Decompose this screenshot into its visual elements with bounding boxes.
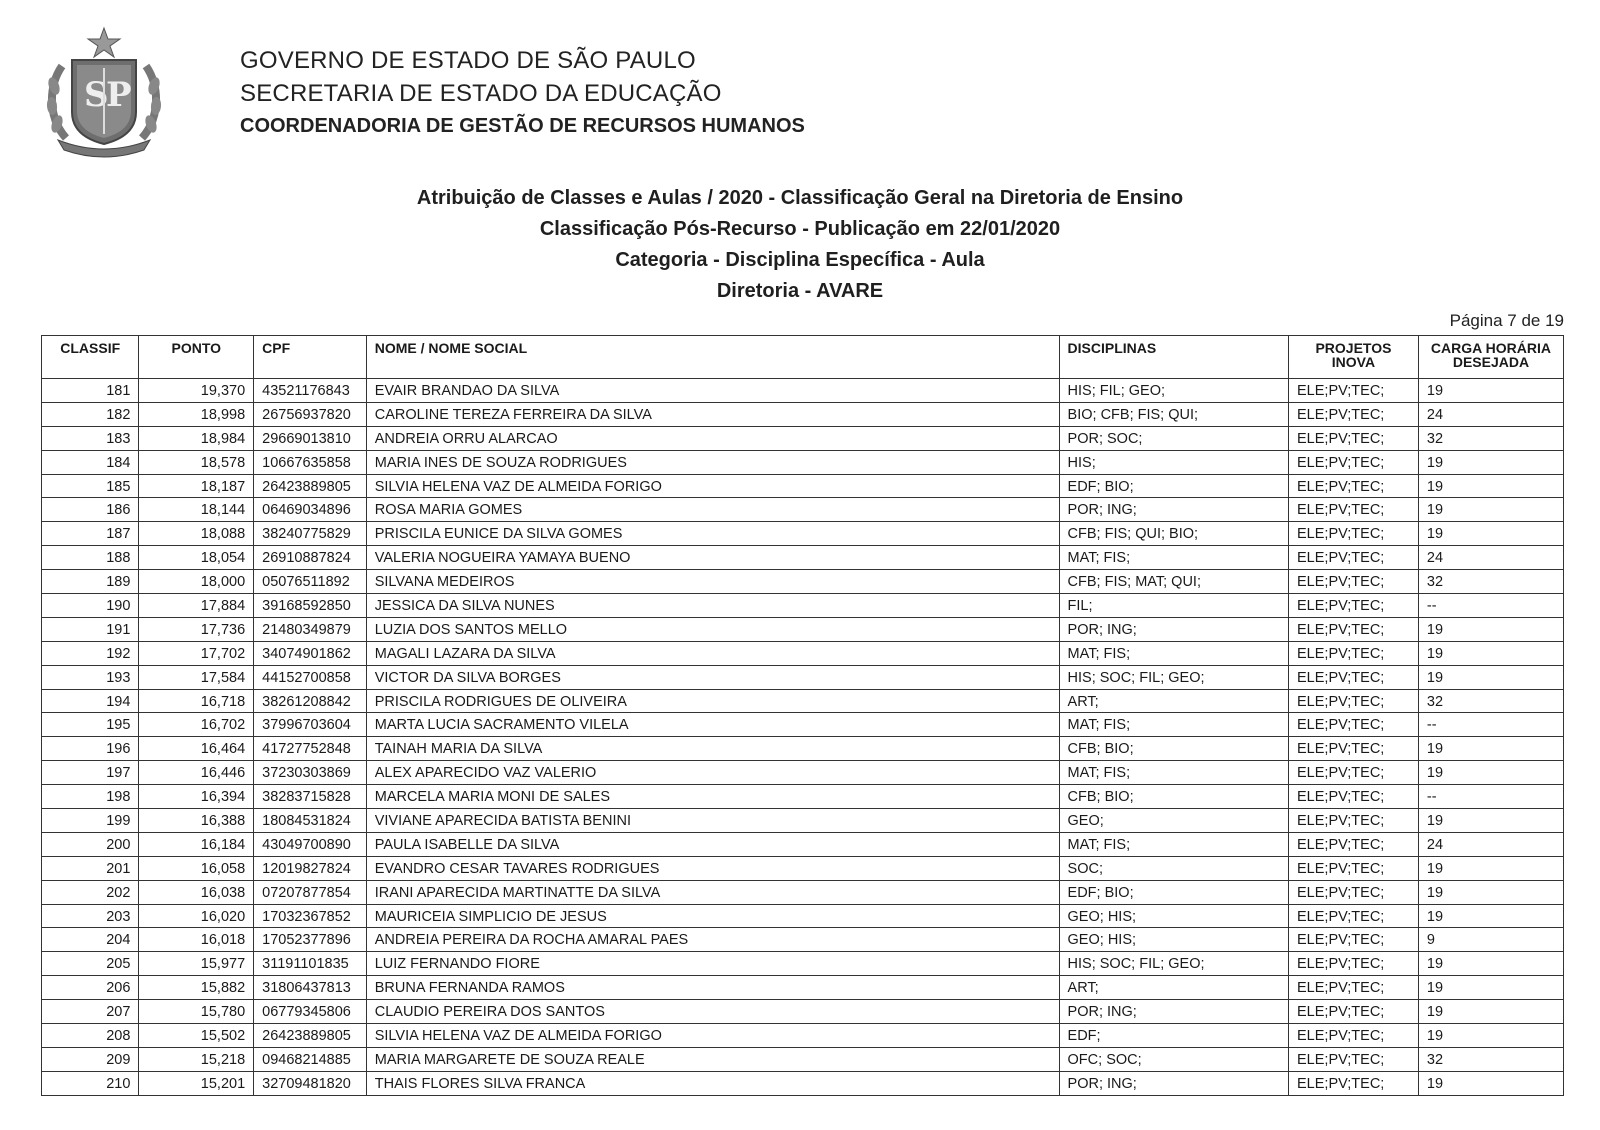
table-row (42, 1071, 1564, 1095)
cell-projetos: ELE;PV;TEC; (1289, 641, 1419, 665)
cell-ponto: 16,058 (139, 856, 254, 880)
cell-disciplinas: MAT; FIS; (1059, 641, 1288, 665)
cell-projetos: ELE;PV;TEC; (1289, 546, 1419, 570)
cell-projetos: ELE;PV;TEC; (1289, 426, 1419, 450)
cell-ponto: 18,187 (139, 474, 254, 498)
cell-cpf: 18084531824 (254, 809, 367, 833)
cell-disciplinas: GEO; (1059, 809, 1288, 833)
cell-projetos: ELE;PV;TEC; (1289, 904, 1419, 928)
cell-disciplinas: EDF; BIO; (1059, 474, 1288, 498)
cell-cpf: 41727752848 (254, 737, 367, 761)
cell-ponto: 18,144 (139, 498, 254, 522)
cell-classif: 198 (42, 785, 139, 809)
cell-nome: SILVIA HELENA VAZ DE ALMEIDA FORIGO (366, 1024, 1059, 1048)
header-carga-line2: DESEJADA (1452, 354, 1530, 370)
cell-nome: MARTA LUCIA SACRAMENTO VILELA (366, 713, 1059, 737)
cell-nome: PRISCILA EUNICE DA SILVA GOMES (366, 522, 1059, 546)
cell-disciplinas: POR; ING; (1059, 1000, 1288, 1024)
cell-cpf: 43049700890 (254, 832, 367, 856)
cell-carga: 19 (1418, 665, 1563, 689)
document-header (240, 44, 805, 143)
cell-carga: 19 (1418, 522, 1563, 546)
cell-nome: THAIS FLORES SILVA FRANCA (366, 1071, 1059, 1095)
cell-ponto: 18,998 (139, 402, 254, 426)
cell-ponto: 18,054 (139, 546, 254, 570)
cell-projetos: ELE;PV;TEC; (1289, 1000, 1419, 1024)
header-ponto: PONTO (139, 336, 254, 379)
cell-classif: 204 (42, 928, 139, 952)
cell-projetos: ELE;PV;TEC; (1289, 737, 1419, 761)
cell-ponto: 16,718 (139, 689, 254, 713)
cell-nome: MARIA MARGARETE DE SOUZA REALE (366, 1047, 1059, 1071)
cell-classif: 190 (42, 594, 139, 618)
cell-classif: 181 (42, 379, 139, 403)
cell-nome: TAINAH MARIA DA SILVA (366, 737, 1059, 761)
cell-disciplinas: HIS; (1059, 450, 1288, 474)
cell-cpf: 06469034896 (254, 498, 367, 522)
table-row (42, 1000, 1564, 1024)
cell-classif: 191 (42, 617, 139, 641)
category-line: Categoria - Disciplina Específica - Aula (615, 249, 985, 271)
cell-classif: 210 (42, 1071, 139, 1095)
cell-ponto: 17,884 (139, 594, 254, 618)
cell-carga: 19 (1418, 1024, 1563, 1048)
cell-ponto: 15,201 (139, 1071, 254, 1095)
cell-classif: 184 (42, 450, 139, 474)
cell-cpf: 26423889805 (254, 1024, 367, 1048)
cell-disciplinas: ART; (1059, 976, 1288, 1000)
cell-cpf: 06779345806 (254, 1000, 367, 1024)
cell-classif: 200 (42, 832, 139, 856)
table-row (42, 785, 1564, 809)
cell-ponto: 16,446 (139, 761, 254, 785)
table-row (42, 761, 1564, 785)
document-titles (0, 183, 1600, 307)
cell-cpf: 21480349879 (254, 617, 367, 641)
cell-carga: 24 (1418, 832, 1563, 856)
cell-cpf: 43521176843 (254, 379, 367, 403)
cell-classif: 183 (42, 426, 139, 450)
cell-nome: SILVIA HELENA VAZ DE ALMEIDA FORIGO (366, 474, 1059, 498)
cell-projetos: ELE;PV;TEC; (1289, 402, 1419, 426)
table-row (42, 450, 1564, 474)
cell-nome: MAGALI LAZARA DA SILVA (366, 641, 1059, 665)
cell-ponto: 18,578 (139, 450, 254, 474)
cell-ponto: 15,882 (139, 976, 254, 1000)
cell-classif: 207 (42, 1000, 139, 1024)
table-row (42, 617, 1564, 641)
cell-nome: MARCELA MARIA MONI DE SALES (366, 785, 1059, 809)
cell-disciplinas: CFB; BIO; (1059, 737, 1288, 761)
table-row (42, 689, 1564, 713)
cell-ponto: 15,502 (139, 1024, 254, 1048)
cell-carga: 19 (1418, 641, 1563, 665)
table-row (42, 665, 1564, 689)
classification-table (41, 335, 1564, 1096)
cell-projetos: ELE;PV;TEC; (1289, 498, 1419, 522)
cell-disciplinas: MAT; FIS; (1059, 832, 1288, 856)
cell-nome: VALERIA NOGUEIRA YAMAYA BUENO (366, 546, 1059, 570)
page-number: Página 7 de 19 (1449, 311, 1564, 330)
table-body (42, 379, 1564, 1096)
cell-projetos: ELE;PV;TEC; (1289, 761, 1419, 785)
cell-projetos: ELE;PV;TEC; (1289, 665, 1419, 689)
cell-ponto: 17,702 (139, 641, 254, 665)
cell-disciplinas: CFB; FIS; MAT; QUI; (1059, 570, 1288, 594)
cell-carga: 24 (1418, 402, 1563, 426)
table-row (42, 952, 1564, 976)
table-row (42, 474, 1564, 498)
secretariat-name: SECRETARIA DE ESTADO DA EDUCAÇÃO (240, 80, 722, 107)
cell-nome: MAURICEIA SIMPLICIO DE JESUS (366, 904, 1059, 928)
table-row (42, 713, 1564, 737)
cell-disciplinas: POR; ING; (1059, 1071, 1288, 1095)
header-projetos (1289, 336, 1419, 379)
cell-nome: PRISCILA RODRIGUES DE OLIVEIRA (366, 689, 1059, 713)
header-cpf: CPF (254, 336, 367, 379)
table-row (42, 1024, 1564, 1048)
cell-projetos: ELE;PV;TEC; (1289, 522, 1419, 546)
cell-cpf: 26910887824 (254, 546, 367, 570)
header-projetos-line1: PROJETOS (1315, 340, 1392, 356)
table-row (42, 426, 1564, 450)
cell-disciplinas: HIS; FIL; GEO; (1059, 379, 1288, 403)
table-row (42, 856, 1564, 880)
cell-disciplinas: MAT; FIS; (1059, 761, 1288, 785)
cell-disciplinas: POR; SOC; (1059, 426, 1288, 450)
department-name: COORDENADORIA DE GESTÃO DE RECURSOS HUMANOS (240, 115, 805, 137)
cell-classif: 187 (42, 522, 139, 546)
cell-projetos: ELE;PV;TEC; (1289, 570, 1419, 594)
cell-nome: EVANDRO CESAR TAVARES RODRIGUES (366, 856, 1059, 880)
cell-classif: 188 (42, 546, 139, 570)
cell-carga: 19 (1418, 880, 1563, 904)
cell-carga: 19 (1418, 856, 1563, 880)
cell-projetos: ELE;PV;TEC; (1289, 689, 1419, 713)
cell-carga: -- (1418, 785, 1563, 809)
cell-projetos: ELE;PV;TEC; (1289, 952, 1419, 976)
cell-nome: LUIZ FERNANDO FIORE (366, 952, 1059, 976)
table-row (42, 498, 1564, 522)
cell-nome: ANDREIA PEREIRA DA ROCHA AMARAL PAES (366, 928, 1059, 952)
cell-carga: 32 (1418, 426, 1563, 450)
cell-classif: 202 (42, 880, 139, 904)
cell-classif: 203 (42, 904, 139, 928)
cell-nome: MARIA INES DE SOUZA RODRIGUES (366, 450, 1059, 474)
cell-carga: 9 (1418, 928, 1563, 952)
cell-ponto: 16,038 (139, 880, 254, 904)
header-classif: CLASSIF (42, 336, 139, 379)
cell-cpf: 17052377896 (254, 928, 367, 952)
cell-projetos: ELE;PV;TEC; (1289, 1024, 1419, 1048)
cell-nome: CLAUDIO PEREIRA DOS SANTOS (366, 1000, 1059, 1024)
table-row (42, 976, 1564, 1000)
table-row (42, 570, 1564, 594)
cell-disciplinas: MAT; FIS; (1059, 713, 1288, 737)
cell-projetos: ELE;PV;TEC; (1289, 785, 1419, 809)
cell-projetos: ELE;PV;TEC; (1289, 880, 1419, 904)
cell-cpf: 07207877854 (254, 880, 367, 904)
cell-cpf: 44152700858 (254, 665, 367, 689)
cell-ponto: 16,702 (139, 713, 254, 737)
table-row (42, 737, 1564, 761)
cell-cpf: 26756937820 (254, 402, 367, 426)
header-projetos-line2: INOVA (1331, 354, 1376, 370)
cell-nome: JESSICA DA SILVA NUNES (366, 594, 1059, 618)
cell-nome: ANDREIA ORRU ALARCAO (366, 426, 1059, 450)
cell-nome: PAULA ISABELLE DA SILVA (366, 832, 1059, 856)
cell-classif: 206 (42, 976, 139, 1000)
cell-classif: 194 (42, 689, 139, 713)
table-row (42, 402, 1564, 426)
cell-cpf: 26423889805 (254, 474, 367, 498)
cell-ponto: 19,370 (139, 379, 254, 403)
cell-disciplinas: ART; (1059, 689, 1288, 713)
cell-projetos: ELE;PV;TEC; (1289, 450, 1419, 474)
cell-cpf: 39168592850 (254, 594, 367, 618)
header-carga-line1: CARGA HORÁRIA (1430, 340, 1551, 356)
cell-projetos: ELE;PV;TEC; (1289, 379, 1419, 403)
cell-ponto: 16,020 (139, 904, 254, 928)
cell-carga: -- (1418, 594, 1563, 618)
cell-cpf: 09468214885 (254, 1047, 367, 1071)
cell-disciplinas: EDF; (1059, 1024, 1288, 1048)
cell-cpf: 31191101835 (254, 952, 367, 976)
cell-disciplinas: POR; ING; (1059, 617, 1288, 641)
cell-carga: 19 (1418, 379, 1563, 403)
cell-cpf: 05076511892 (254, 570, 367, 594)
cell-nome: ALEX APARECIDO VAZ VALERIO (366, 761, 1059, 785)
cell-carga: 19 (1418, 617, 1563, 641)
cell-carga: 32 (1418, 689, 1563, 713)
cell-disciplinas: GEO; HIS; (1059, 904, 1288, 928)
cell-cpf: 38240775829 (254, 522, 367, 546)
cell-classif: 199 (42, 809, 139, 833)
cell-ponto: 15,780 (139, 1000, 254, 1024)
cell-disciplinas: OFC; SOC; (1059, 1047, 1288, 1071)
cell-projetos: ELE;PV;TEC; (1289, 713, 1419, 737)
cell-projetos: ELE;PV;TEC; (1289, 1071, 1419, 1095)
cell-disciplinas: CFB; BIO; (1059, 785, 1288, 809)
cell-ponto: 17,584 (139, 665, 254, 689)
cell-classif: 196 (42, 737, 139, 761)
cell-carga: 19 (1418, 809, 1563, 833)
cell-classif: 208 (42, 1024, 139, 1048)
cell-disciplinas: EDF; BIO; (1059, 880, 1288, 904)
cell-carga: 19 (1418, 1071, 1563, 1095)
cell-nome: LUZIA DOS SANTOS MELLO (366, 617, 1059, 641)
cell-ponto: 18,000 (139, 570, 254, 594)
cell-ponto: 18,984 (139, 426, 254, 450)
cell-cpf: 34074901862 (254, 641, 367, 665)
header-nome: NOME / NOME SOCIAL (366, 336, 1059, 379)
cell-classif: 195 (42, 713, 139, 737)
cell-classif: 189 (42, 570, 139, 594)
cell-disciplinas: HIS; SOC; FIL; GEO; (1059, 665, 1288, 689)
document-title: Atribuição de Classes e Aulas / 2020 - Classificação Geral na Diretoria de Ensino (416, 187, 1184, 209)
svg-text:P: P (106, 75, 132, 115)
cell-classif: 186 (42, 498, 139, 522)
cell-classif: 182 (42, 402, 139, 426)
cell-cpf: 29669013810 (254, 426, 367, 450)
cell-classif: 209 (42, 1047, 139, 1071)
cell-disciplinas: GEO; HIS; (1059, 928, 1288, 952)
directorate-line: Diretoria - AVARE (716, 280, 884, 302)
cell-ponto: 15,977 (139, 952, 254, 976)
cell-disciplinas: POR; ING; (1059, 498, 1288, 522)
cell-carga: 19 (1418, 761, 1563, 785)
header-carga (1418, 336, 1563, 379)
cell-nome: EVAIR BRANDAO DA SILVA (366, 379, 1059, 403)
cell-carga: 24 (1418, 546, 1563, 570)
cell-ponto: 16,018 (139, 928, 254, 952)
cell-disciplinas: HIS; SOC; FIL; GEO; (1059, 952, 1288, 976)
cell-ponto: 18,088 (139, 522, 254, 546)
cell-cpf: 32709481820 (254, 1071, 367, 1095)
cell-nome: CAROLINE TEREZA FERREIRA DA SILVA (366, 402, 1059, 426)
table-row (42, 880, 1564, 904)
cell-carga: 19 (1418, 952, 1563, 976)
cell-disciplinas: CFB; FIS; QUI; BIO; (1059, 522, 1288, 546)
government-name: GOVERNO DE ESTADO DE SÃO PAULO (240, 47, 696, 74)
cell-classif: 193 (42, 665, 139, 689)
table-row (42, 546, 1564, 570)
cell-classif: 185 (42, 474, 139, 498)
cell-projetos: ELE;PV;TEC; (1289, 928, 1419, 952)
svg-text:S: S (84, 75, 109, 115)
cell-cpf: 12019827824 (254, 856, 367, 880)
cell-ponto: 15,218 (139, 1047, 254, 1071)
cell-ponto: 16,184 (139, 832, 254, 856)
table-row (42, 522, 1564, 546)
header-disciplinas: DISCIPLINAS (1059, 336, 1288, 379)
cell-classif: 201 (42, 856, 139, 880)
table-row (42, 1047, 1564, 1071)
table-header-row (42, 336, 1564, 379)
document-subtitle: Classificação Pós-Recurso - Publicação em 22/01/2020 (539, 218, 1061, 240)
cell-carga: 19 (1418, 450, 1563, 474)
cell-cpf: 38261208842 (254, 689, 367, 713)
cell-carga: 32 (1418, 1047, 1563, 1071)
cell-cpf: 37230303869 (254, 761, 367, 785)
cell-projetos: ELE;PV;TEC; (1289, 809, 1419, 833)
cell-projetos: ELE;PV;TEC; (1289, 1047, 1419, 1071)
cell-nome: ROSA MARIA GOMES (366, 498, 1059, 522)
cell-nome: IRANI APARECIDA MARTINATTE DA SILVA (366, 880, 1059, 904)
cell-classif: 197 (42, 761, 139, 785)
cell-nome: VIVIANE APARECIDA BATISTA BENINI (366, 809, 1059, 833)
cell-cpf: 31806437813 (254, 976, 367, 1000)
cell-carga: 19 (1418, 498, 1563, 522)
cell-nome: VICTOR DA SILVA BORGES (366, 665, 1059, 689)
cell-ponto: 17,736 (139, 617, 254, 641)
cell-disciplinas: SOC; (1059, 856, 1288, 880)
cell-ponto: 16,464 (139, 737, 254, 761)
cell-classif: 205 (42, 952, 139, 976)
table-row (42, 928, 1564, 952)
cell-disciplinas: FIL; (1059, 594, 1288, 618)
cell-disciplinas: MAT; FIS; (1059, 546, 1288, 570)
cell-cpf: 10667635858 (254, 450, 367, 474)
table-row (42, 904, 1564, 928)
cell-projetos: ELE;PV;TEC; (1289, 832, 1419, 856)
cell-projetos: ELE;PV;TEC; (1289, 617, 1419, 641)
sao-paulo-coat-of-arms-icon (44, 26, 164, 158)
table-row (42, 379, 1564, 403)
cell-carga: -- (1418, 713, 1563, 737)
cell-cpf: 38283715828 (254, 785, 367, 809)
cell-carga: 19 (1418, 737, 1563, 761)
cell-cpf: 17032367852 (254, 904, 367, 928)
cell-disciplinas: BIO; CFB; FIS; QUI; (1059, 402, 1288, 426)
cell-carga: 19 (1418, 904, 1563, 928)
table-row (42, 809, 1564, 833)
cell-nome: BRUNA FERNANDA RAMOS (366, 976, 1059, 1000)
cell-projetos: ELE;PV;TEC; (1289, 856, 1419, 880)
table-row (42, 594, 1564, 618)
table-row (42, 832, 1564, 856)
cell-projetos: ELE;PV;TEC; (1289, 594, 1419, 618)
cell-carga: 19 (1418, 976, 1563, 1000)
cell-carga: 32 (1418, 570, 1563, 594)
cell-ponto: 16,388 (139, 809, 254, 833)
cell-ponto: 16,394 (139, 785, 254, 809)
cell-nome: SILVANA MEDEIROS (366, 570, 1059, 594)
cell-classif: 192 (42, 641, 139, 665)
cell-projetos: ELE;PV;TEC; (1289, 976, 1419, 1000)
cell-carga: 19 (1418, 1000, 1563, 1024)
cell-carga: 19 (1418, 474, 1563, 498)
table-row (42, 641, 1564, 665)
cell-cpf: 37996703604 (254, 713, 367, 737)
cell-projetos: ELE;PV;TEC; (1289, 474, 1419, 498)
